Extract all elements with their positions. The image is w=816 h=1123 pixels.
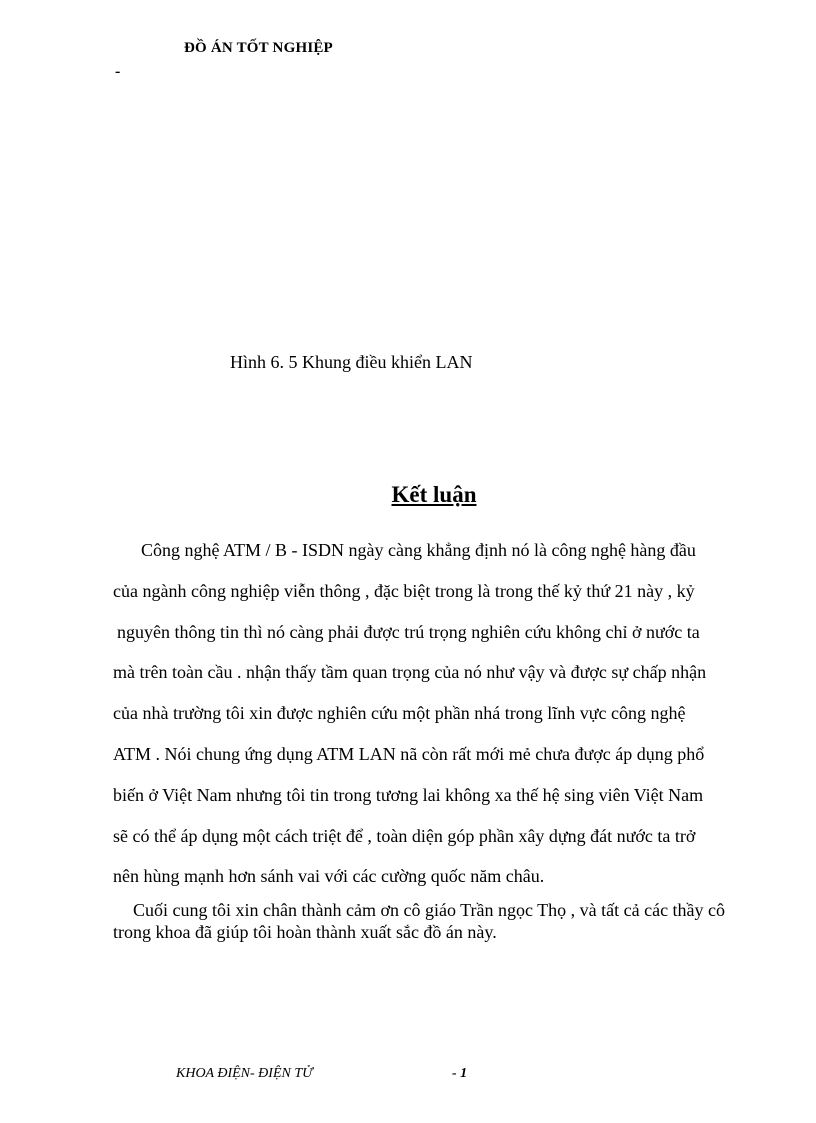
document-header-title: ĐỒ ÁN TỐT NGHIỆP (184, 40, 333, 56)
paragraph-line: Công nghệ ATM / B - ISDN ngày càng khẳng định nó là công nghệ hàng đầu (141, 540, 696, 560)
paragraph-line: nguyên thông tin thì nó càng phải được trú trọng nghiên cứu không chỉ ở nước ta (117, 621, 700, 642)
paragraph-line: trong khoa đã giúp tôi hoàn thành xuất sắc đồ án này. (113, 922, 497, 942)
figure-caption: Hình 6. 5 Khung điều khiển LAN (230, 352, 473, 372)
paragraph-line: biến ở Việt Nam nhưng tôi tin trong tương lai không xa thế hệ sing viên Việt Nam (113, 784, 704, 805)
header-dash: - (115, 63, 121, 80)
paragraph-line: mà trên toàn cầu . nhận thấy tầm quan trọng của nó như vậy và được sự chấp nhận (113, 662, 707, 683)
footer-page-number: - 1 (452, 1066, 468, 1081)
paragraph-line: nên hùng mạnh hơn sánh vai với các cường quốc năm châu. (113, 866, 545, 887)
footer-department: KHOA ĐIỆN- ĐIỆN TỬ (176, 1066, 313, 1081)
paragraph-line: của ngành công nghiệp viễn thông , đặc biệt trong là trong thế kỷ thứ 21 này , kỷ (113, 580, 695, 601)
paragraph-line: Cuối cung tôi xin chân thành cảm ơn cô giáo Trần ngọc Thọ , và tất cả các thầy cô (133, 900, 726, 920)
paragraph-line: ATM . Nói chung ứng dụng ATM LAN nã còn rất mới mẻ chưa được áp dụng phổ (113, 743, 705, 764)
conclusion-heading: Kết luận (391, 482, 477, 507)
paragraph-line: của nhà trường tôi xin được nghiên cứu một phần nhá trong lĩnh vực công nghệ (113, 703, 686, 724)
paragraph-line: sẽ có thể áp dụng một cách triệt để , toàn diện góp phần xây dựng đát nước ta trở (113, 825, 696, 846)
conclusion-paragraph-2 (113, 899, 763, 943)
conclusion-paragraph-1 (113, 530, 743, 897)
